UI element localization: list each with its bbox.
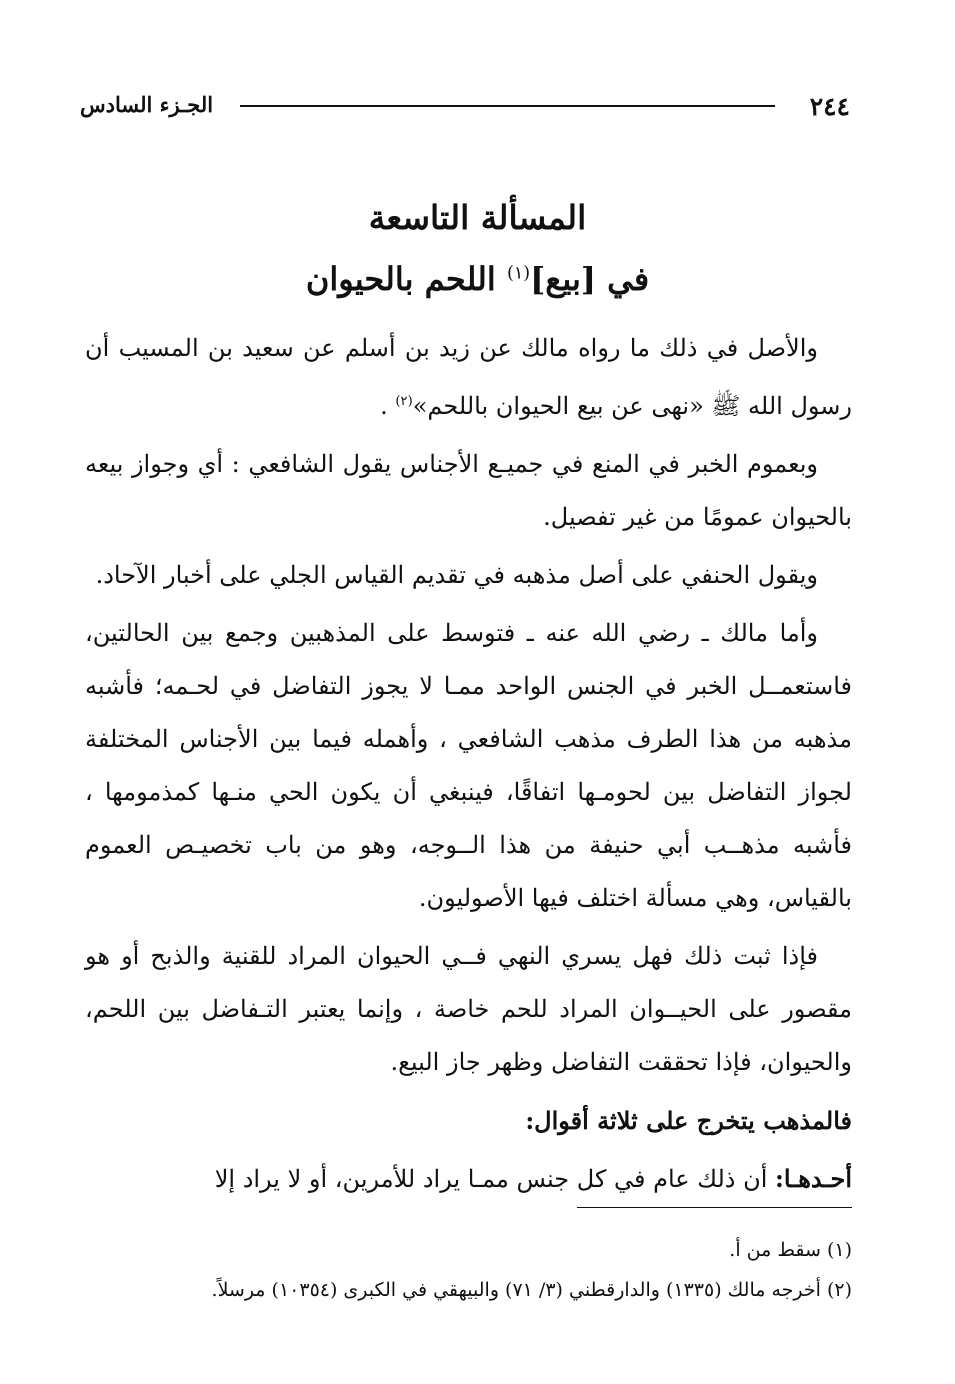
header-rule	[240, 105, 775, 107]
footnote-1: (١) سقط من أ.	[729, 1239, 852, 1261]
paragraph-4: وأما مالك ـ رضي الله عنه ـ فتوسط على المذهبين وجمع بين الحالتين، فاستعمــل الخبر في الجنس الواحد ممـا لا يجوز التفاضل في لحـمه؛ فأشبه مذهبه من هذا الطرف مذهب الشافعي ، وأهمله فيما بين الأجناس المختلفة لجواز التفاضل بين لحومـها اتفاقًا، فينبغي أن يكون الحي منـها كمذمومها ، فأشبه مذهــب أبي حنيفة من هذا الــوجه، وهو من باب تخصيـص العموم بالقياس، وهي مسألة اختلف فيها الأصوليون.	[85, 619, 852, 912]
first-opinion-label: أحـدهـا:	[775, 1164, 852, 1193]
paragraph-2: وبعموم الخبر في المنع في جميـع الأجناس يقول الشافعي : أي وجواز بيعه بالحيوان عمومًا من غير تفصيل.	[85, 450, 852, 531]
subtitle-before: في [بيع]	[530, 260, 650, 298]
paragraph-3: ويقول الحنفي على أصل مذهبه في تقديم القياس الجلي على أخبار الآحاد.	[95, 561, 818, 589]
page-header	[80, 86, 850, 126]
subtitle-after: اللحم بالحيوان	[305, 260, 507, 298]
footnote-ref-1: (١)	[506, 263, 531, 284]
paragraph-5: فإذا ثبت ذلك فهل يسري النهي فــي الحيوان المراد للقنية والذبح أو هو مقصور على الحيــوان المراد للحم خاصة ، وإنما يعتبر التـفاضل بين اللحم، والحيوان، فإذا تحققت التفاضل وظهر جاز البيع.	[85, 942, 853, 1076]
footnote-ref-2: (٢)	[395, 394, 413, 409]
footnotes	[85, 1230, 852, 1310]
body-text	[85, 322, 852, 1211]
first-opinion	[85, 1152, 852, 1206]
paragraph-1-tail: .	[380, 392, 396, 420]
paragraph-1	[85, 322, 852, 433]
footnote-2: (٢) أخرجه مالك (١٣٣٥) والدارقطني (٣/ ٧١) والبيهقي في الكبرى (١٠٣٥٤) مرسلاً.	[211, 1279, 852, 1301]
paragraph-1-text: والأصل في ذلك ما رواه مالك عن زيد بن أسلم عن سعيد بن المسيب أن رسول الله ﷺ «نهى عن بيع الحيوان باللحم»	[85, 334, 852, 420]
chapter-title: المسألة التاسعة	[368, 198, 587, 237]
lead-line: فالمذهب يتخرج على ثلاثة أقوال:	[525, 1106, 852, 1135]
page-number: ٢٤٤	[809, 92, 850, 121]
first-opinion-text: أن ذلك عام في كل جنس ممـا يراد للأمرين، أو لا يراد إلا	[214, 1165, 775, 1193]
section-subtitle	[0, 260, 955, 298]
footnote-rule	[577, 1207, 852, 1208]
running-head: الجـزء السادس	[80, 92, 214, 117]
